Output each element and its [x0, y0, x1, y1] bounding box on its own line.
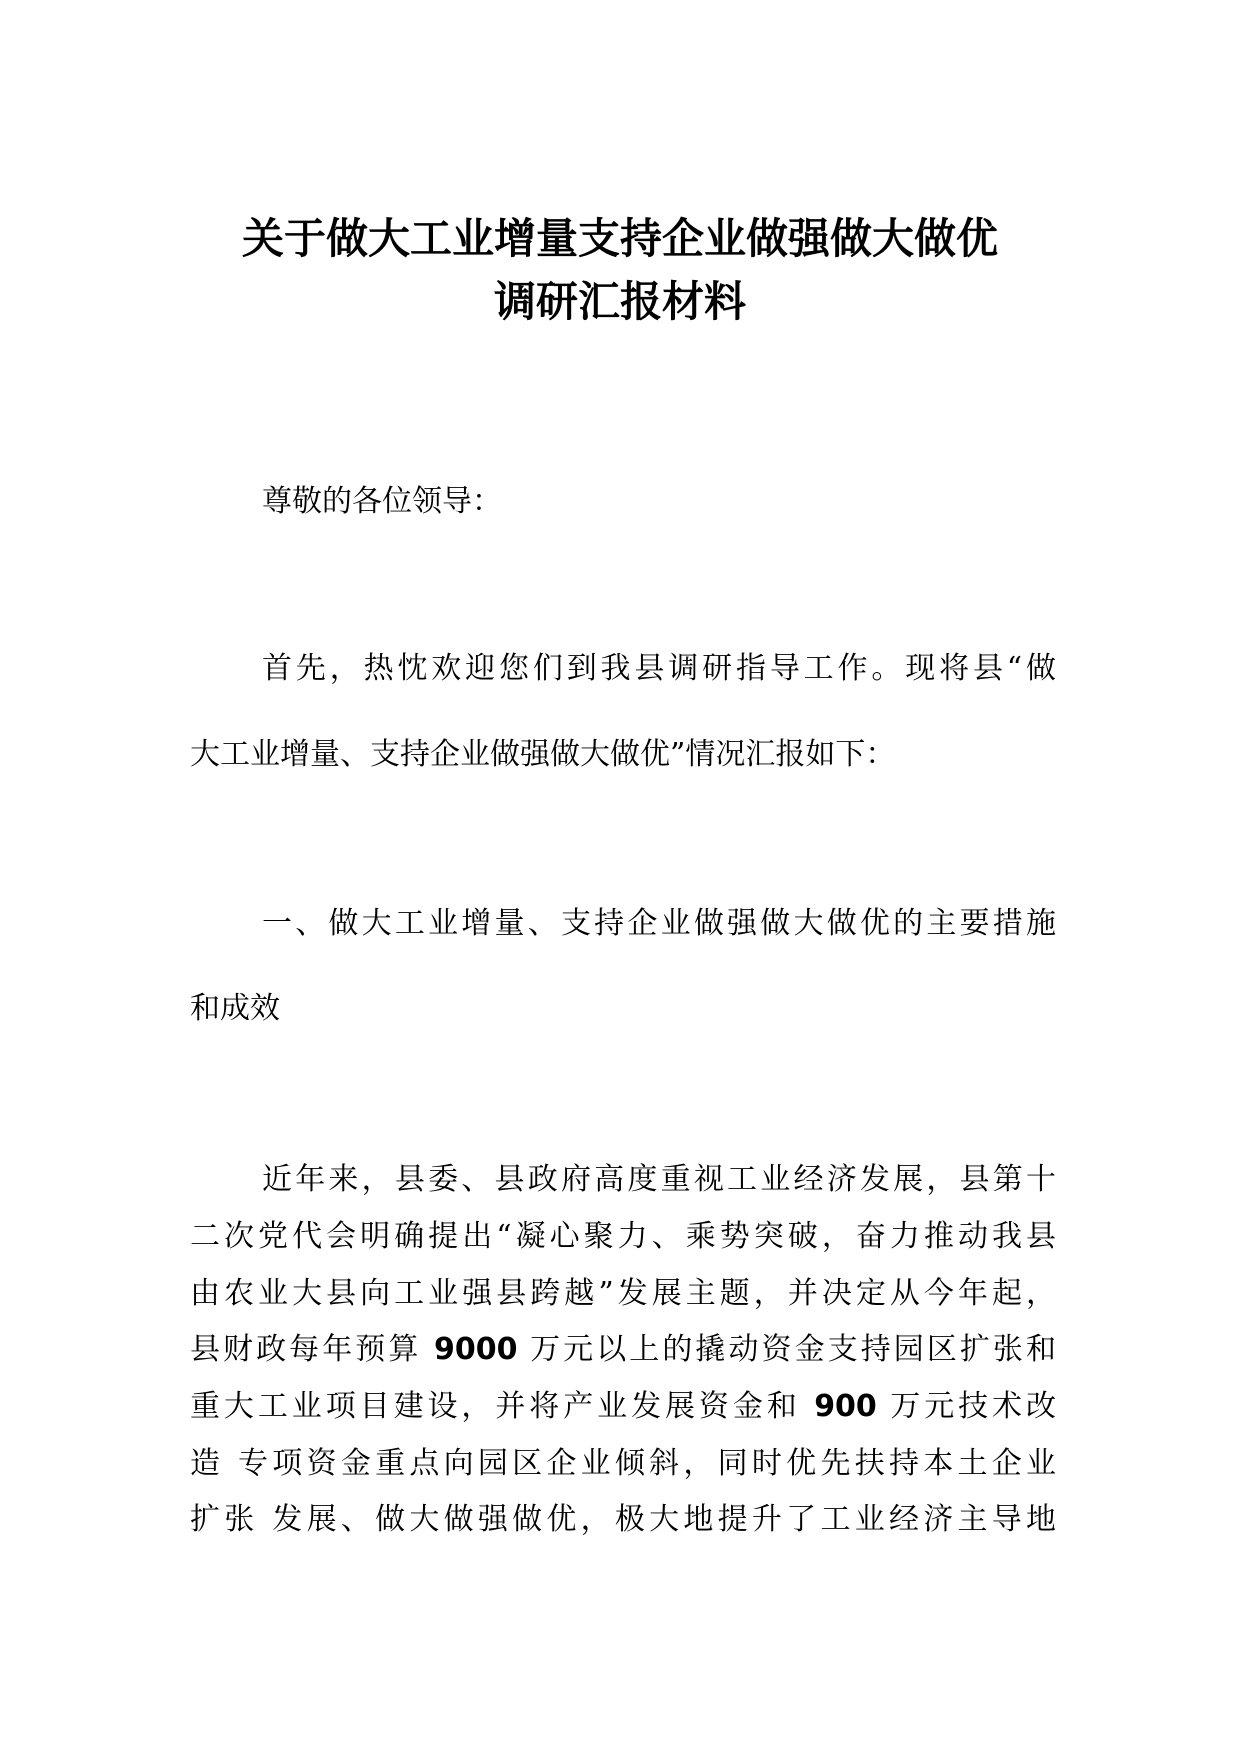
section-heading-line-1: 一、做大工业增量、支持企业做强做大做优的主要措施: [262, 906, 1056, 941]
body-line-4: 县财政每年预算 9000 万元以上的撬动资金支持园区扩张和: [190, 1332, 1056, 1367]
salutation: 尊敬的各位领导：: [262, 484, 502, 519]
intro-line-1: 首先，热忱欢迎您们到我县调研指导工作。现将县“做: [262, 651, 1056, 686]
body-line-5: 重大工业项目建设，并将产业发展资金和 900 万元技术改: [190, 1389, 1056, 1424]
document-title-line-2: 调研汇报材料: [493, 277, 746, 326]
body-line-2: 二次党代会明确提出“凝心聚力、乘势突破，奋力推动我县: [190, 1219, 1056, 1254]
number-value: 9000: [434, 1332, 518, 1367]
body-line-7: 扩张 发展、做大做强做优，极大地提升了工业经济主导地: [190, 1502, 1056, 1537]
body-line-3: 由农业大县向工业强县跨越”发展主题，并决定从今年起，: [190, 1276, 1056, 1311]
document-title-line-1: 关于做大工业增量支持企业做强做大做优: [241, 214, 998, 263]
body-line-1: 近年来，县委、县政府高度重视工业经济发展，县第十: [262, 1162, 1056, 1197]
body-line-6: 造 专项资金重点向园区企业倾斜，同时优先扶持本土企业: [190, 1446, 1056, 1481]
number-value: 900: [814, 1389, 877, 1424]
section-heading-line-2: 和成效: [190, 991, 280, 1026]
intro-line-2: 大工业增量、支持企业做强做大做优”情况汇报如下：: [190, 737, 896, 772]
